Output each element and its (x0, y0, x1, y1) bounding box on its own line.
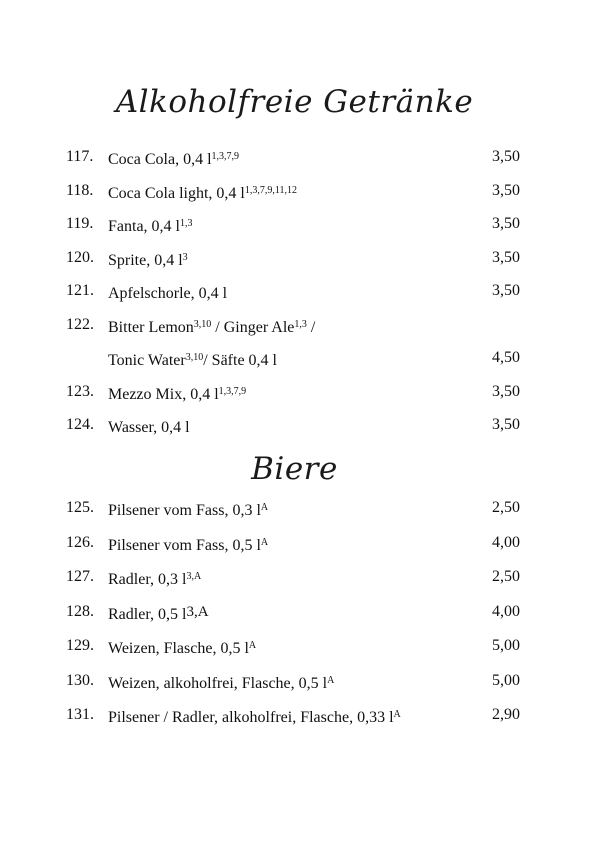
item-number: 125. (66, 499, 94, 516)
item-number: 130. (66, 671, 94, 689)
item-name: Mezzo Mix, 0,4 $l^{1,3,7,9}$ (108, 385, 247, 403)
list-item (0, 175, 589, 209)
item-additives: 1,3 (180, 218, 193, 229)
item-name: Tonic Water$^{3,10}$/ Säfte 0,4 l (108, 352, 277, 369)
list-item (0, 342, 589, 376)
item-number: 131. (66, 706, 94, 723)
item-price: 2,90 (492, 706, 520, 723)
item-name: Weizen, alkoholfrei, Flasche, 0,5 $l^A$ (108, 674, 335, 692)
list-item (0, 275, 589, 309)
item-additives: 1,3,7,9 (218, 385, 247, 397)
item-additives: A (260, 502, 269, 513)
item-price: 4,50 (492, 349, 520, 366)
item-name: Sprite, 0,4 $l^3$ (108, 251, 188, 269)
item-additives: A (260, 536, 269, 548)
item-number: 122. (66, 315, 94, 333)
item-number: 123. (66, 382, 94, 400)
item-additives: 1,3,7,9,11,12 (244, 184, 298, 196)
list-item (0, 492, 589, 527)
item-additives: 3,10 (185, 352, 204, 363)
item-name: Apfelschorle, 0,4 l (108, 285, 228, 302)
item-name: Radler, 0,3 $l^{3,A}$ (108, 571, 202, 588)
item-name: Pilsener vom Fass, 0,5 $l^A$ (108, 536, 269, 554)
item-name: Bitter Lemon$^{3,10}$ / Ginger Ale$^{1,3}$ / (108, 318, 316, 336)
list-item (0, 409, 589, 443)
item-name: Fanta, 0,4 $l^{1,3}$ (108, 218, 193, 235)
item-additives: 3,A (186, 603, 209, 620)
item-price: 3,50 (492, 148, 520, 165)
item-price: 3,50 (492, 181, 520, 199)
item-number: 124. (66, 416, 94, 433)
item-name: Wasser, 0,4 l (108, 419, 190, 436)
list-item (0, 376, 589, 410)
list-item (0, 561, 589, 596)
list-item (0, 242, 589, 276)
item-number: 118. (66, 181, 94, 199)
item-price: 4,00 (492, 533, 520, 551)
list-item (0, 309, 589, 343)
item-name: Pilsener / Radler, alkoholfrei, Flasche, 0,33 $l^A$ (108, 709, 401, 726)
item-additives: 3,A (186, 571, 202, 582)
item-name: Radler, 0,5 l3,A (108, 603, 209, 623)
soft-drinks-list (0, 141, 589, 443)
item-additives: 1,3 (294, 318, 307, 330)
item-price: 2,50 (492, 568, 520, 585)
beer-list (0, 492, 589, 734)
item-price: 3,50 (492, 416, 520, 433)
item-additives: A (327, 674, 335, 686)
item-number: 126. (66, 533, 94, 551)
item-name: Weizen, Flasche, 0,5 $l^A$ (108, 640, 257, 657)
list-item (0, 208, 589, 242)
item-additives: 1,3,7,9 (211, 151, 240, 162)
item-number: 121. (66, 282, 94, 299)
item-name: Pilsener vom Fass, 0,3 $l^A$ (108, 502, 269, 519)
item-price: 2,50 (492, 499, 520, 516)
item-number: 127. (66, 568, 94, 585)
item-additives: A (393, 709, 401, 720)
section-title-soft-drinks: Alkoholfreie Getränke (115, 84, 474, 120)
item-number: 117. (66, 148, 94, 165)
item-price: 3,50 (492, 215, 520, 232)
list-item (0, 665, 589, 700)
item-name: Coca Cola, 0,4 $l^{1,3,7,9}$ (108, 151, 240, 168)
list-item (0, 527, 589, 562)
list-item (0, 699, 589, 734)
item-price: 3,50 (492, 282, 520, 299)
item-number: 119. (66, 215, 94, 232)
item-number: 120. (66, 248, 94, 266)
item-price: 5,00 (492, 637, 520, 654)
item-additives: 3,10 (193, 318, 212, 330)
item-price: 3,50 (492, 382, 520, 400)
item-price: 5,00 (492, 671, 520, 689)
list-item (0, 630, 589, 665)
item-additives: 3 (182, 251, 188, 263)
item-price: 3,50 (492, 248, 520, 266)
item-additives: A (248, 640, 257, 651)
list-item (0, 141, 589, 175)
item-name: Coca Cola light, 0,4 $l^{1,3,7,9,11,12}$ (108, 184, 298, 202)
section-title-beer: Biere (251, 451, 338, 487)
item-number: 129. (66, 637, 94, 654)
list-item (0, 596, 589, 631)
item-number: 128. (66, 602, 94, 620)
item-price: 4,00 (492, 602, 520, 620)
